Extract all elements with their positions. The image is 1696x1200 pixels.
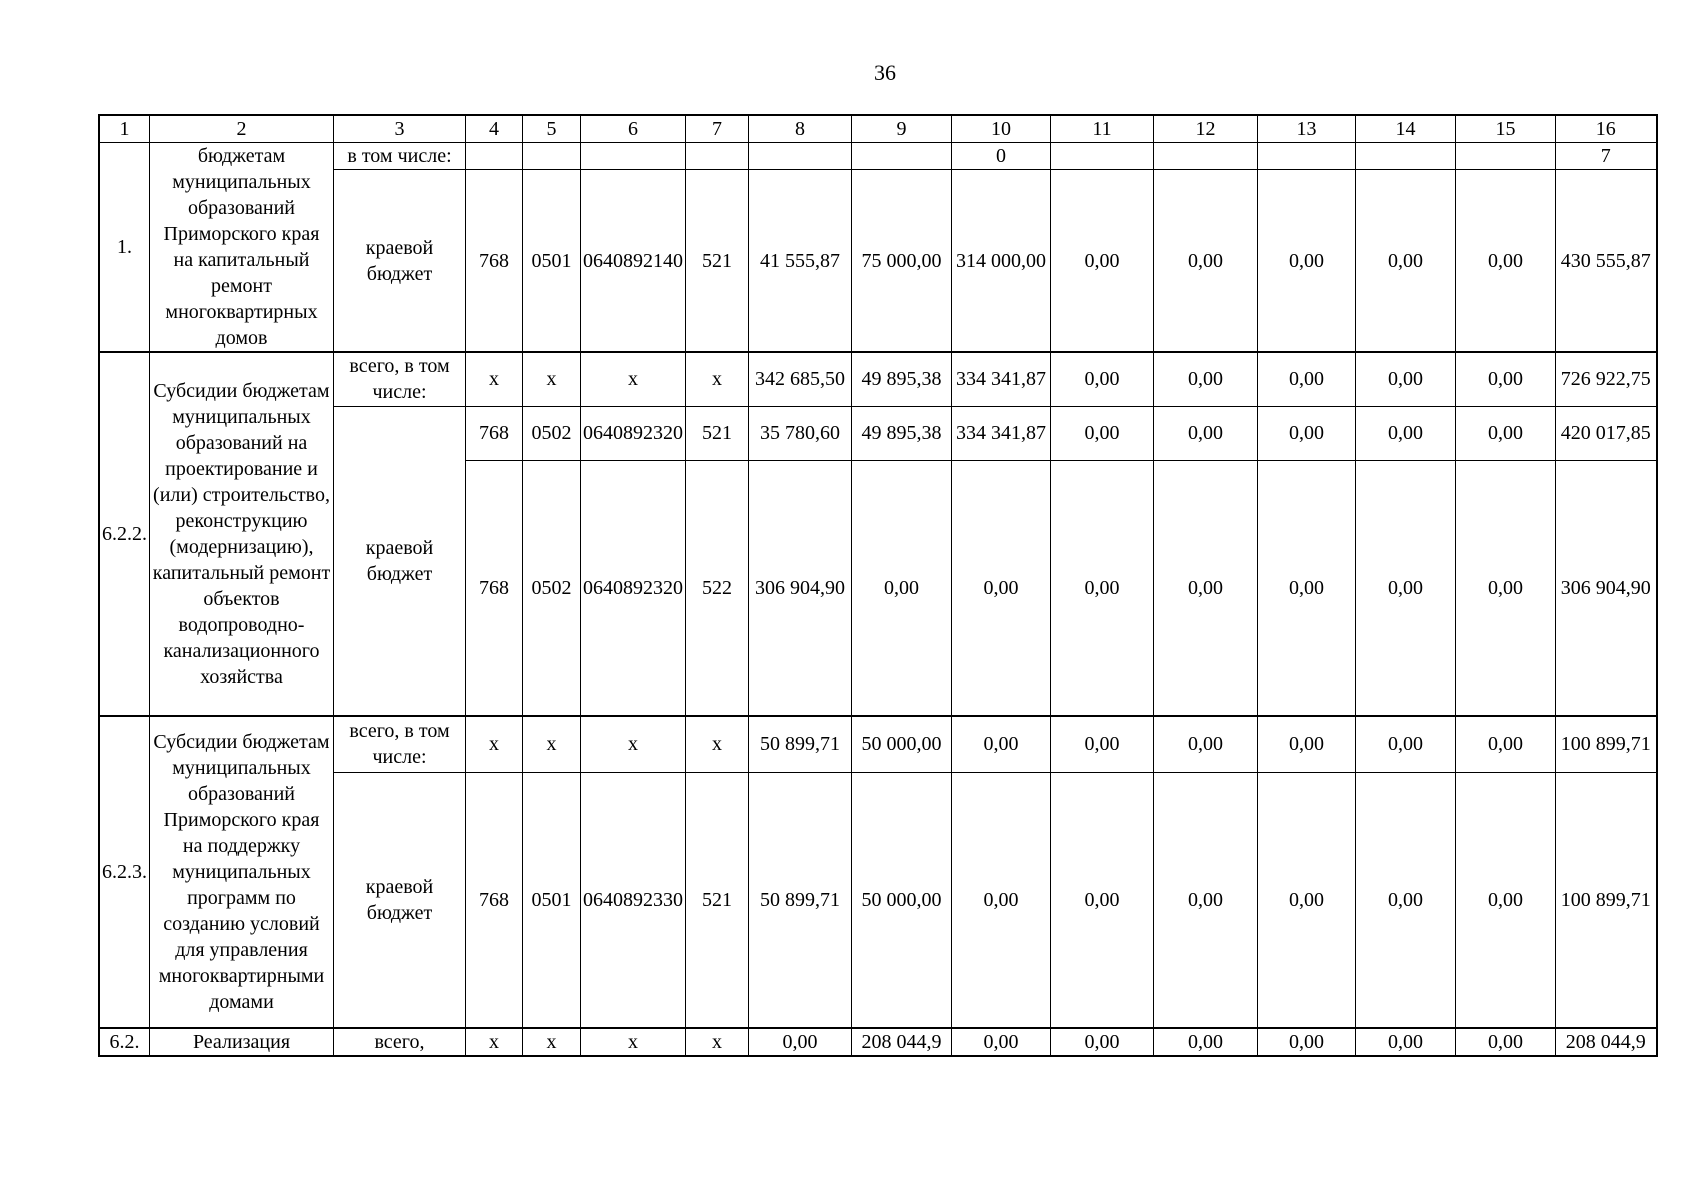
table-cell: 50 000,00 [852,716,952,772]
source-label: всего, [334,1028,466,1056]
table-cell: 100 899,71 [1556,772,1657,1028]
table-row [99,1028,1657,1056]
table-cell: 521 [686,772,749,1028]
table-cell: x [686,352,749,406]
table-cell [1051,143,1154,170]
table-cell: 0,00 [952,772,1051,1028]
table-row [99,772,1657,1028]
table-cell [1154,143,1258,170]
table-cell: 0,00 [1154,406,1258,460]
table-cell: 100 899,71 [1556,716,1657,772]
table-cell: 50 899,71 [749,772,852,1028]
table-cell: 0640892320 [581,406,686,460]
header-cell: 15 [1456,115,1556,143]
table-cell: 0,00 [1051,406,1154,460]
table-cell: 0,00 [1456,406,1556,460]
table-row [99,716,1657,772]
table-cell: 49 895,38 [852,406,952,460]
table-cell: 208 044,9 [852,1028,952,1056]
table-cell: 0,00 [952,460,1051,716]
table-cell: 0640892330 [581,772,686,1028]
table-cell: 0,00 [1456,772,1556,1028]
header-cell: 2 [150,115,334,143]
header-cell: 3 [334,115,466,143]
table-cell: x [466,716,523,772]
source-label: краевой бюджет [334,772,466,1028]
table-cell: 768 [466,772,523,1028]
header-cell: 10 [952,115,1051,143]
table-cell: 0,00 [1154,772,1258,1028]
table-cell: 0,00 [1456,716,1556,772]
source-label: краевой бюджет [334,406,466,716]
table-cell: 342 685,50 [749,352,852,406]
table-cell [1456,143,1556,170]
table-cell: 41 555,87 [749,170,852,352]
row-code: 6.2.3. [99,716,150,1028]
table-cell: 0,00 [1258,170,1356,352]
table-cell: 0,00 [1051,716,1154,772]
header-cell: 9 [852,115,952,143]
table-cell: 334 341,87 [952,406,1051,460]
table-cell: 0,00 [1356,716,1456,772]
source-label: всего, в том числе: [334,352,466,406]
table-cell: 0502 [523,460,581,716]
table-cell: 0,00 [1356,460,1456,716]
table-cell [749,143,852,170]
table-cell: 314 000,00 [952,170,1051,352]
table-cell: 0,00 [1051,352,1154,406]
table-cell: 0,00 [1258,406,1356,460]
table-cell: 726 922,75 [1556,352,1657,406]
table-cell [523,143,581,170]
header-cell: 16 [1556,115,1657,143]
table-cell: 0,00 [1051,170,1154,352]
budget-table [98,114,1658,1057]
row-name: Реализация [150,1028,334,1056]
table-cell: 0,00 [1154,460,1258,716]
row-name: Субсидии бюджетам муниципальных образований на проектирование и (или) строительство, реконструкцию (модернизацию), капитальный ремонт объектов водопроводно-канализационного хозяйства [150,352,334,716]
header-cell: 14 [1356,115,1456,143]
table-cell: 0,00 [1356,406,1456,460]
header-cell: 5 [523,115,581,143]
table-cell: 0501 [523,170,581,352]
table-cell: 0,00 [1154,170,1258,352]
table-cell [1356,143,1456,170]
table-cell: 522 [686,460,749,716]
table-cell: 420 017,85 [1556,406,1657,460]
table-cell: x [581,716,686,772]
table-cell: x [523,716,581,772]
header-cell: 7 [686,115,749,143]
table-cell: 0,00 [1356,352,1456,406]
header-row [99,115,1657,143]
table-row [99,170,1657,352]
table-cell: 7 [1556,143,1657,170]
header-cell: 4 [466,115,523,143]
table-cell: 0,00 [1356,1028,1456,1056]
table-cell: 50 899,71 [749,716,852,772]
table-cell: 334 341,87 [952,352,1051,406]
table-cell: 50 000,00 [852,772,952,1028]
table-cell: x [686,1028,749,1056]
table-cell: 75 000,00 [852,170,952,352]
table-cell: 0,00 [952,1028,1051,1056]
table-cell: 0,00 [1258,772,1356,1028]
table-row [99,143,1657,170]
table-cell: 0,00 [1356,170,1456,352]
row-name: бюджетам муниципальных образований Приморского края на капитальный ремонт многоквартирных домов [150,143,334,353]
table-cell: 768 [466,406,523,460]
header-cell: 6 [581,115,686,143]
table-cell: 0502 [523,406,581,460]
table-cell [1258,143,1356,170]
row-code: 1. [99,143,150,353]
table-cell: 0,00 [1258,460,1356,716]
table-cell: 208 044,9 [1556,1028,1657,1056]
table-cell: 521 [686,170,749,352]
table-cell: 0,00 [1258,1028,1356,1056]
table-cell: 0501 [523,772,581,1028]
row-code: 6.2. [99,1028,150,1056]
table-row [99,406,1657,460]
table-cell: 0640892140 [581,170,686,352]
source-label: краевой бюджет [334,170,466,352]
header-cell: 12 [1154,115,1258,143]
row-code: 6.2.2. [99,352,150,716]
header-cell: 13 [1258,115,1356,143]
source-label: в том числе: [334,143,466,170]
table-cell: x [523,352,581,406]
table-cell: 0,00 [1258,352,1356,406]
table-cell: x [581,352,686,406]
table-cell [581,143,686,170]
table-cell: 35 780,60 [749,406,852,460]
table-cell: 0,00 [852,460,952,716]
source-label: всего, в том числе: [334,716,466,772]
table-cell [852,143,952,170]
page-number: 36 [874,60,896,85]
row-name: Субсидии бюджетам муниципальных образований Приморского края на поддержку муниципальных программ по созданию условий для управления многоквартирными домами [150,716,334,1028]
table-cell: x [686,716,749,772]
table-cell: 0,00 [1154,1028,1258,1056]
table-cell: 0640892320 [581,460,686,716]
table-cell: 0,00 [1051,1028,1154,1056]
table-cell: 0,00 [952,716,1051,772]
table-cell: 0,00 [1154,716,1258,772]
table-cell: 0,00 [1456,352,1556,406]
table-cell: 768 [466,460,523,716]
table-cell: 306 904,90 [1556,460,1657,716]
table-cell: 306 904,90 [749,460,852,716]
table-cell: 768 [466,170,523,352]
header-cell: 8 [749,115,852,143]
table-cell: 0,00 [1456,170,1556,352]
table-cell [466,143,523,170]
table-cell: x [466,352,523,406]
table-cell [686,143,749,170]
header-cell: 1 [99,115,150,143]
table-row [99,352,1657,406]
table-cell: 0,00 [1051,460,1154,716]
header-cell: 11 [1051,115,1154,143]
table-cell: x [466,1028,523,1056]
table-cell: 49 895,38 [852,352,952,406]
table-cell: 0,00 [1154,352,1258,406]
table-cell: 0,00 [1051,772,1154,1028]
table-cell: 521 [686,406,749,460]
table-cell: 0,00 [1456,1028,1556,1056]
table-cell: 0,00 [1456,460,1556,716]
table-cell: 0,00 [749,1028,852,1056]
table-cell: 0,00 [1258,716,1356,772]
table-cell: x [581,1028,686,1056]
table-cell: 0 [952,143,1051,170]
table-cell: 0,00 [1356,772,1456,1028]
table-cell: x [523,1028,581,1056]
table-cell: 430 555,87 [1556,170,1657,352]
